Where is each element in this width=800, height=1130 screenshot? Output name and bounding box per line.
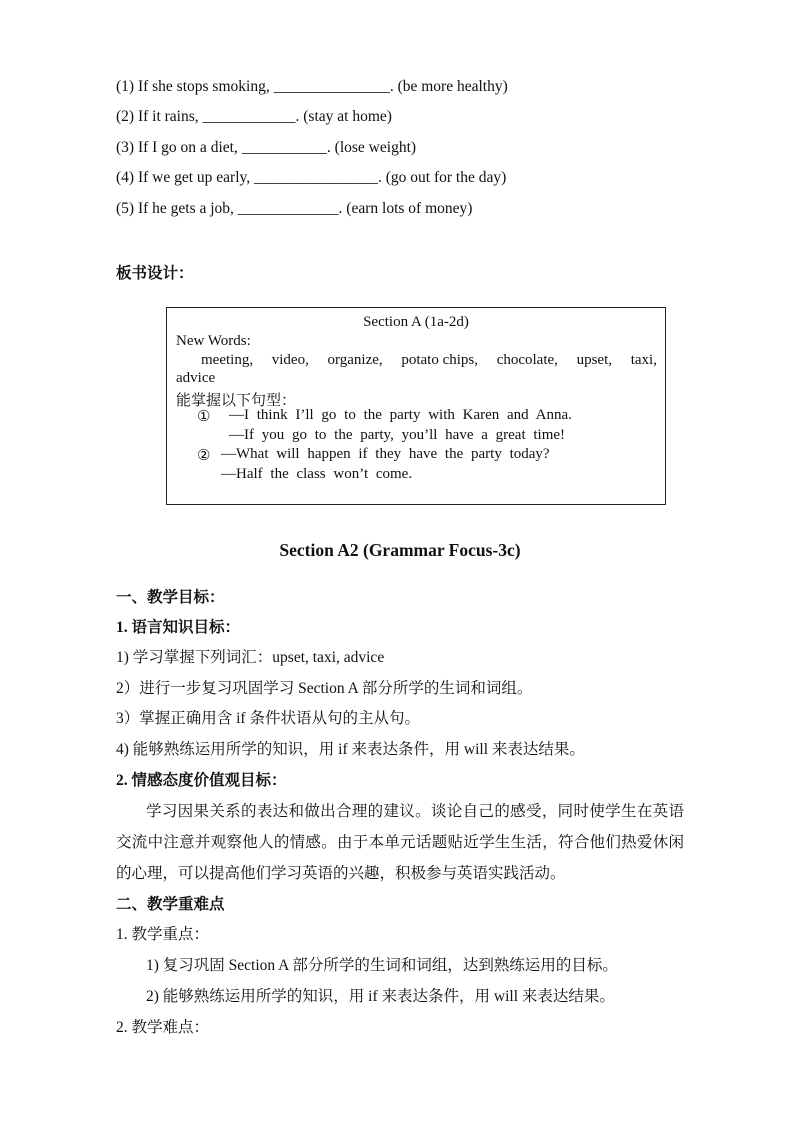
word: upset, xyxy=(576,352,613,368)
pattern-2-line-b: —Half the class won’t come. xyxy=(221,466,413,482)
exercise-1: (1) If she stops smoking, _______________. (be more healthy) xyxy=(116,78,508,95)
key-point-1: 1) 复习巩固 Section A 部分所学的生词和词组，达到熟练运用的目标。 xyxy=(146,957,618,974)
exercise-4: (4) If we get up early, ________________. (go out for the day) xyxy=(116,169,507,186)
word: chocolate, xyxy=(496,352,558,368)
difficult-points-heading: 2. 教学难点： xyxy=(116,1019,210,1036)
pattern-2-number: ② xyxy=(197,448,211,464)
emotion-paragraph-line-3: 的心理，可以提高他们学习英语的兴趣，积极参与英语实践活动。 xyxy=(116,865,566,882)
exercise-5: (5) If he gets a job, _____________. (earn lots of money) xyxy=(116,200,473,217)
lang-goal-4: 4) 能够熟练运用所学的知识，用 if 来表达条件，用 will 来表达结果。 xyxy=(116,741,585,758)
key-points-heading: 1. 教学重点： xyxy=(116,926,210,943)
part1-heading: 一、教学目标： xyxy=(116,589,225,606)
new-words-label: New Words: xyxy=(176,333,251,349)
emotion-paragraph-line-2: 交流中注意并观察他人的情感。由于本单元话题贴近学生生活，符合他们热爱休闲 xyxy=(116,834,684,851)
pattern-2-line-a: —What will happen if they have the party today? xyxy=(221,446,550,462)
emotion-paragraph-line-1: 学习因果关系的表达和做出合理的建议。谈论自己的感受，同时使学生在英语 xyxy=(146,803,684,820)
patterns-label: 能掌握以下句型： xyxy=(176,393,297,409)
exercise-2: (2) If it rains, ____________. (stay at home) xyxy=(116,108,392,125)
board-title: Section A (1a-2d) xyxy=(363,314,469,330)
word: taxi, xyxy=(630,352,657,368)
lang-goal-1: 1) 学习掌握下列词汇：upset, taxi, advice xyxy=(116,649,385,666)
word: potato chips, xyxy=(401,352,478,368)
pattern-1-line-b: —If you go to the party, you’ll have a great time! xyxy=(229,427,566,443)
word: meeting, xyxy=(201,352,254,368)
exercise-3: (3) If I go on a diet, ___________. (lose weight) xyxy=(116,139,417,156)
new-words-continued: advice xyxy=(176,370,216,386)
lang-goals-heading: 1. 语言知识目标： xyxy=(116,619,241,636)
part2-heading: 二、教学重难点 xyxy=(116,896,225,913)
pattern-1-number: ① xyxy=(197,409,211,425)
board-heading: 板书设计： xyxy=(116,265,194,282)
key-point-2: 2) 能够熟练运用所学的知识，用 if 来表达条件，用 will 来表达结果。 xyxy=(146,988,615,1005)
board-design-box xyxy=(166,307,666,505)
section-title: Section A2 (Grammar Focus-3c) xyxy=(279,540,521,560)
lang-goal-2: 2）进行一步复习巩固学习 Section A 部分所学的生词和词组。 xyxy=(116,680,533,697)
word: video, xyxy=(271,352,309,368)
word: organize, xyxy=(327,352,383,368)
emotion-goals-heading: 2. 情感态度价值观目标： xyxy=(116,772,287,789)
lang-goal-3: 3）掌握正确用含 if 条件状语从句的主从句。 xyxy=(116,710,420,727)
pattern-1-line-a: —I think I’ll go to the party with Karen and Anna. xyxy=(229,407,572,423)
new-words-list xyxy=(201,352,657,369)
